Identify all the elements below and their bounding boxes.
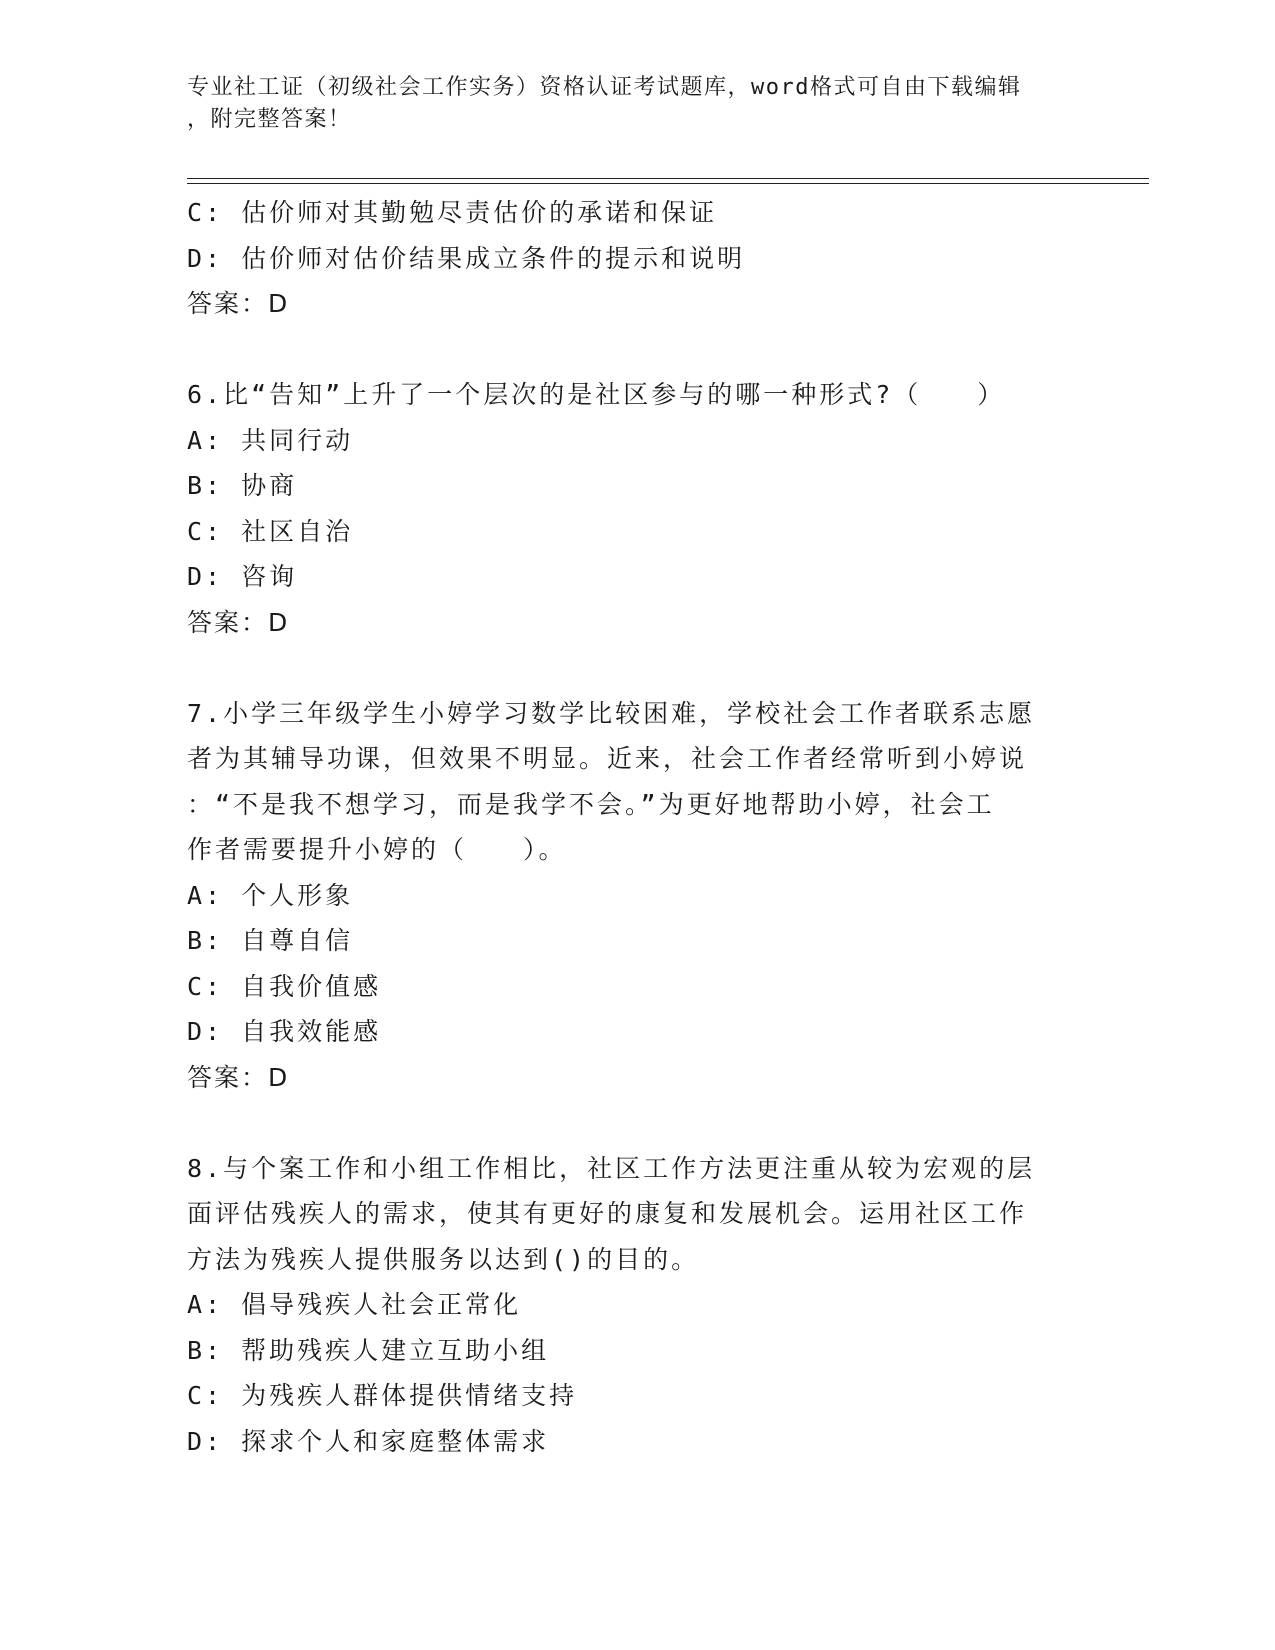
option-b: B: 自尊自信 bbox=[187, 926, 354, 955]
option-c: C: 自我价值感 bbox=[187, 971, 382, 1001]
question-8 bbox=[187, 1146, 1087, 1465]
answer-line: 答案：D bbox=[187, 289, 290, 318]
option-c: C: 估价师对其勤勉尽责估价的承诺和保证 bbox=[187, 198, 718, 227]
question-stem-line: 者为其辅导功课，但效果不明显。近来，社会工作者经常听到小婷说 bbox=[187, 744, 1028, 773]
answer-line: 答案：D bbox=[187, 607, 290, 637]
option-a: A: 个人形象 bbox=[187, 880, 354, 910]
question-stem-line: 7.小学三年级学生小婷学习数学比较困难，学校社会工作者联系志愿 bbox=[187, 698, 1036, 728]
option-b: B: 帮助残疾人建立互助小组 bbox=[187, 1335, 550, 1365]
spacer bbox=[187, 1100, 1087, 1146]
option-d: D: 自我效能感 bbox=[187, 1017, 382, 1046]
option-a: A: 共同行动 bbox=[187, 425, 354, 455]
header-divider-top bbox=[187, 178, 1149, 179]
option-c: C: 为残疾人群体提供情绪支持 bbox=[187, 1381, 578, 1410]
question-list bbox=[187, 190, 1087, 1464]
question-stem-line: 6.比“告知”上升了一个层次的是社区参与的哪一种形式?（ ） bbox=[187, 380, 1006, 409]
question-stem-line: 8.与个案工作和小组工作相比，社区工作方法更注重从较为宏观的层 bbox=[187, 1153, 1036, 1183]
question-stem-line: 面评估残疾人的需求，使其有更好的康复和发展机会。运用社区工作 bbox=[187, 1199, 1028, 1228]
option-d: D: 探求个人和家庭整体需求 bbox=[187, 1426, 550, 1456]
question-stem-line: ：“不是我不想学习，而是我学不会。”为更好地帮助小婷，社会工 bbox=[187, 789, 995, 819]
spacer bbox=[187, 645, 1087, 691]
question-7 bbox=[187, 691, 1087, 1101]
option-b: B: 协商 bbox=[187, 471, 298, 500]
option-d: D: 估价师对估价结果成立条件的提示和说明 bbox=[187, 243, 746, 273]
option-c: C: 社区自治 bbox=[187, 516, 354, 546]
document-header bbox=[187, 72, 1067, 136]
header-divider-bottom bbox=[187, 183, 1149, 184]
question-stem-line: 作者需要提升小婷的（ ）。 bbox=[187, 835, 567, 864]
question-stem-line: 方法为残疾人提供服务以达到()的目的。 bbox=[187, 1244, 700, 1274]
option-a: A: 倡导残疾人社会正常化 bbox=[187, 1290, 522, 1319]
option-d: D: 咨询 bbox=[187, 562, 298, 591]
header-line-2: ，附完整答案！ bbox=[187, 107, 352, 132]
spacer bbox=[187, 327, 1087, 373]
question-5-tail bbox=[187, 190, 1087, 327]
question-6 bbox=[187, 372, 1087, 645]
header-line-1: 专业社工证（初级社会工作实务）资格认证考试题库，word格式可自由下载编辑 bbox=[187, 75, 1022, 100]
answer-line: 答案：D bbox=[187, 1062, 290, 1092]
